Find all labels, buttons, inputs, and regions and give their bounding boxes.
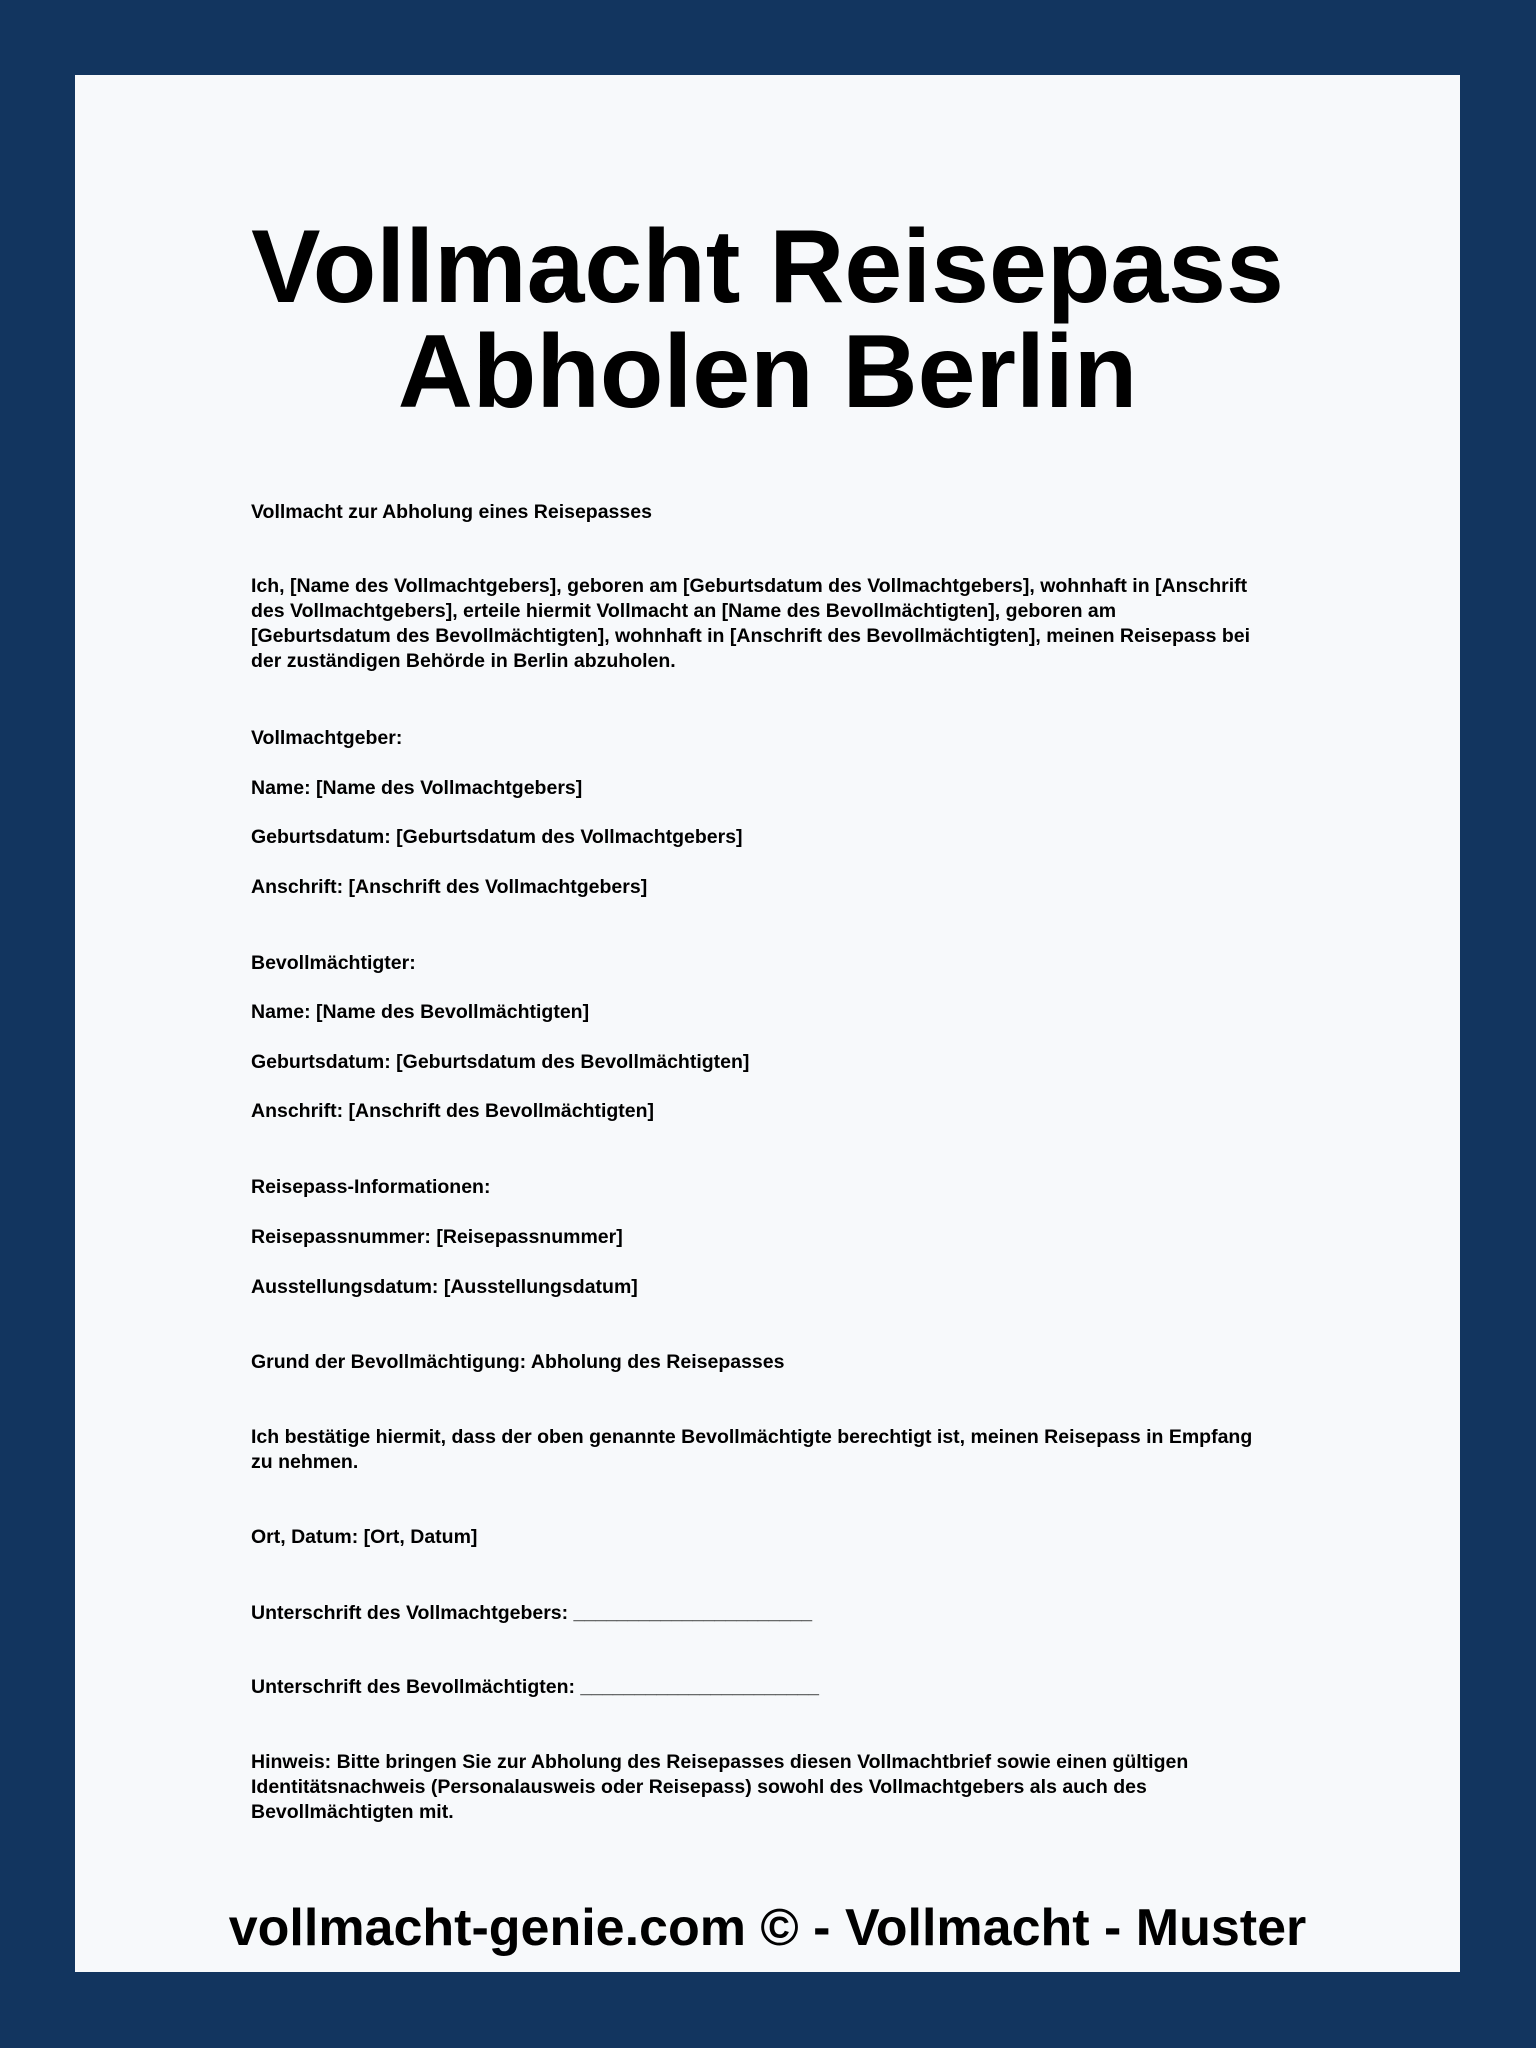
signature-agent: Unterschrift des Bevollmächtigten: ______________________ xyxy=(251,1676,819,1698)
agent-name: Name: [Name des Bevollmächtigten] xyxy=(251,1001,590,1023)
note: Hinweis: Bitte bringen Sie zur Abholung des Reisepasses diesen Vollmachtbrief sowie einen gültigen Identitätsnachweis (Personalausweis oder Reisepass) sowohl des Vollmachtgebers als auch des Bevollmächtigten mit. xyxy=(251,1751,1189,1823)
agent-heading: Bevollmächtigter: xyxy=(251,952,416,974)
subtitle: Vollmacht zur Abholung eines Reisepasses xyxy=(251,501,652,523)
grantor-heading: Vollmachtgeber: xyxy=(251,727,403,749)
reason: Grund der Bevollmächtigung: Abholung des Reisepasses xyxy=(251,1351,785,1373)
passport-number: Reisepassnummer: [Reisepassnummer] xyxy=(251,1226,623,1248)
place-date: Ort, Datum: [Ort, Datum] xyxy=(251,1526,478,1548)
grantor-birthdate: Geburtsdatum: [Geburtsdatum des Vollmachtgebers] xyxy=(251,826,743,848)
agent-address: Anschrift: [Anschrift des Bevollmächtigten] xyxy=(251,1100,655,1122)
grantor-name: Name: [Name des Vollmachtgebers] xyxy=(251,777,583,799)
title-line-2: Abholen Berlin xyxy=(397,314,1138,430)
passport-issue-date: Ausstellungsdatum: [Ausstellungsdatum] xyxy=(251,1276,638,1298)
title-line-1: Vollmacht Reisepass xyxy=(251,209,1284,325)
passport-heading: Reisepass-Informationen: xyxy=(251,1176,491,1198)
footer-watermark: vollmacht-genie.com © - Vollmacht - Muster xyxy=(228,1899,1307,1957)
intro-paragraph: Ich, [Name des Vollmachtgebers], geboren am [Geburtsdatum des Vollmachtgebers], wohnhaft in [Anschrift des Vollmachtgebers], erteile hiermit Vollmacht an [Name des Bevollmächtigten], geboren am [Geburtsdatum des Bevollmächtigten], wohnhaft in [Anschrift des Bevollmächtigten], meinen Reisepass bei der zuständigen Behörde in Berlin abzuholen. xyxy=(251,575,1251,672)
grantor-address: Anschrift: [Anschrift des Vollmachtgebers] xyxy=(251,876,648,898)
signature-grantor: Unterschrift des Vollmachtgebers: ______________________ xyxy=(251,1602,813,1624)
agent-birthdate: Geburtsdatum: [Geburtsdatum des Bevollmächtigten] xyxy=(251,1051,750,1073)
confirmation: Ich bestätige hiermit, dass der oben genannte Bevollmächtigte berechtigt ist, meinen Reisepass in Empfang zu nehmen. xyxy=(251,1426,1253,1473)
document-page xyxy=(75,75,1460,1972)
